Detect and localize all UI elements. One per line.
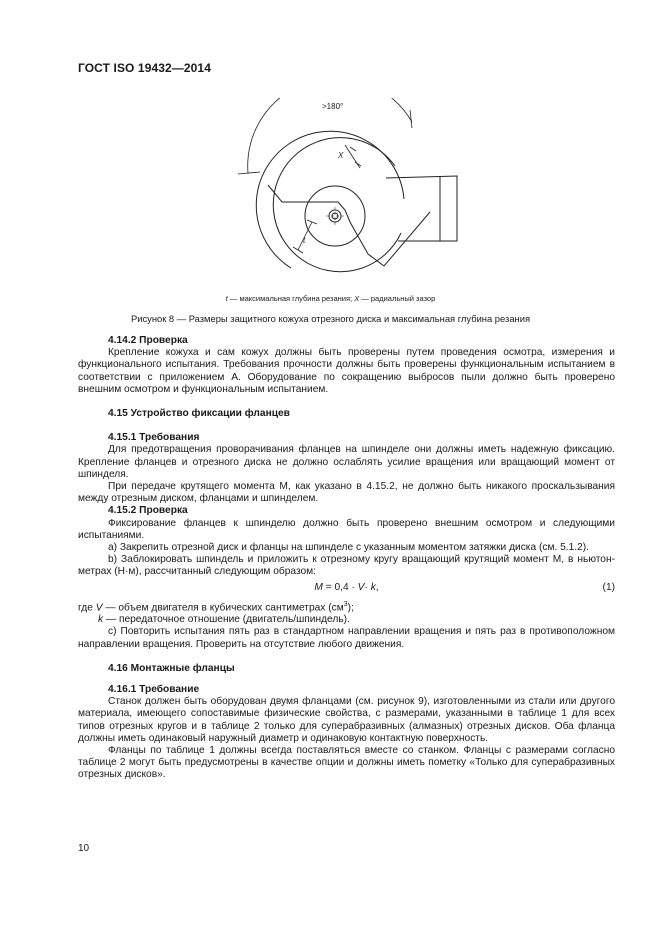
test-step-a: a) Закрепить отрезной диск и фланцы на шпинделе с указанным моментом затяжки диска (см. 5.1.2). — [108, 542, 590, 554]
legend-x-symbol: X — [354, 294, 360, 303]
legend-t-text: — максимальная глубина резания; — [227, 294, 355, 303]
figure-legend — [0, 294, 661, 303]
section-4-15-2-paragraph: Фиксирование фланцев к шпинделю должно быть проверено внешним осмотром и следующими испытаниями. — [78, 517, 615, 541]
formula-comma: , — [375, 581, 379, 593]
section-4-15-title: 4.15 Устройство фиксации фланцев — [108, 408, 290, 420]
page-number: 10 — [78, 843, 90, 854]
formula-1 — [78, 582, 615, 596]
formula-dot: · — [364, 581, 371, 593]
section-4-15-1-paragraph-2: При передаче крутящего момента М, как указано в 4.15.2, не должно быть никакого проскальзывания между отрезным диском, фланцами и шпинделем. — [78, 481, 615, 505]
section-4-16-title: 4.16 Монтажные фланцы — [108, 662, 235, 674]
figure-8-guard-diagram — [200, 98, 490, 298]
test-step-c: с) Повторить испытания пять раз в стандартном направлении вращения и пять раз в противоположном направлении вращения. Проверить на отсутствие любого движения. — [78, 626, 615, 650]
motor-arm — [386, 176, 457, 241]
formula-expression — [78, 582, 615, 594]
hub-circle — [305, 186, 365, 246]
section-4-14-2-title: 4.14.2 Проверка — [108, 335, 188, 346]
guard-contour — [268, 185, 430, 266]
legend-x-text: — радиальный зазор — [359, 294, 436, 303]
x-label: X — [338, 151, 344, 160]
test-step-b: b) Заблокировать шпиндель и приложить к отрезному кругу вращающий крутящий момент М, в ньютон-метрах (Н·м), рассчитанный следующим образом: — [78, 554, 615, 578]
definition-v-symbol: V — [95, 602, 103, 614]
t-label: t — [303, 236, 306, 245]
section-4-15-2-title: 4.15.2 Проверка — [108, 505, 188, 517]
body-text — [78, 335, 615, 782]
figure-caption: Рисунок 8 — Размеры защитного кожуха отрезного диска и максимальная глубина резания — [130, 313, 531, 324]
section-4-16-1-paragraph-1: Станок должен быть оборудован двумя фланцами (см. рисунок 9), изготовленными из стали или другого материала, имеющего сопоставимые физические свойства, с размерами, указанными в таблице 1 для всех типов отрезных кругов и в таблице 2 только для суперабразивных (алмазных) отрезных дисков. Оба фланца должны иметь одинаковый наружный диаметр и одинаковую контактную поверхность. — [78, 696, 615, 744]
section-4-16-1-paragraph-2: Фланцы по таблице 1 должны всегда поставляться вместе со станком. Фланцы с размерами согласно таблице 2 могут быть предусмотрены в качестве опции и должны иметь пометку «Только для суперабразивных отрезных дисков». — [78, 745, 615, 781]
section-4-15-1-paragraph-1: Для предотвращения проворачивания фланцев на шпинделе они должны иметь надежную фиксацию. Крепление фланцев и отрезного диска не должно ослаблять усилие вращения или вращающий момент от шпинделя. — [78, 444, 615, 480]
section-4-16-1-title: 4.16.1 Требование — [108, 684, 200, 696]
formula-k: k — [370, 581, 376, 593]
legend-t-symbol: t — [225, 294, 228, 303]
angle-label: >180° — [322, 102, 344, 111]
section-4-14-2-paragraph: Крепление кожуха и сам кожух должны быть проверены путем проведения осмотра, измерения и функционального испытания. Требования прочности должны быть проверены функциональным испытанием в соответствии с приложением А. Оборудование по сокращению выбросов пыли должно быть проверено внешним осмотром и функциональным испытанием. — [78, 347, 615, 395]
formula-v: V — [357, 581, 365, 593]
formula-number: (1) — [602, 581, 615, 593]
document-header: ГОСТ ISO 19432—2014 — [78, 61, 211, 75]
definition-k-symbol: k — [98, 614, 104, 626]
definition-v — [78, 599, 615, 615]
formula-coefficient: = 0,4 · — [322, 581, 358, 593]
definition-k-text: — передаточное отношение (двигатель/шпиндель). — [103, 614, 350, 626]
section-4-15-1-title: 4.15.1 Требования — [108, 432, 200, 444]
definition-prefix: где — [78, 602, 96, 614]
definition-v-superscript: 3 — [343, 600, 348, 608]
definition-k — [78, 614, 615, 626]
definition-v-text: — объем двигателя в кубических сантиметрах (см — [102, 602, 344, 614]
formula-m: M — [314, 581, 323, 593]
definition-v-end: ); — [347, 602, 354, 614]
guard-drawing — [200, 98, 490, 298]
spindle-outer — [329, 210, 341, 222]
